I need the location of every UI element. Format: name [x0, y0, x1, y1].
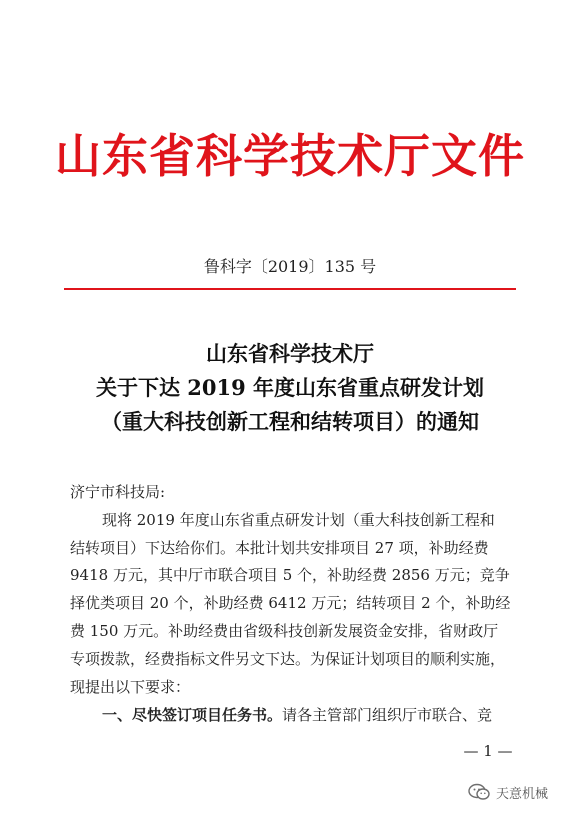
body-line: 费 150 万元。补助经费由省级科技创新发展资金安排，省财政厅	[70, 622, 499, 640]
notice-title-line-2: 关于下达 2019 年度山东省重点研发计划	[95, 375, 485, 400]
requirement-text: 请各主管部门组织厅市联合、竞	[282, 706, 493, 724]
body-line: 结转项目）下达给你们。本批计划共安排项目 27 项，补助经费	[70, 539, 489, 557]
body-line: 9418 万元，其中厅市联合项目 5 个，补助经费 2856 万元；竞争	[70, 566, 510, 584]
body-line: 择优类项目 20 个，补助经费 6412 万元；结转项目 2 个，补助经	[70, 594, 511, 612]
document-header-title: 山东省科学技术厅文件	[55, 129, 525, 183]
watermark-text: 天意机械	[496, 786, 549, 802]
header-divider	[64, 288, 516, 290]
addressee: 济宁市科技局:	[70, 483, 166, 501]
notice-title-line-1: 山东省科学技术厅	[206, 341, 374, 366]
requirement-heading: 一、尽快签订项目任务书。	[102, 706, 283, 724]
wechat-icon	[468, 783, 490, 801]
notice-title-line-3: （重大科技创新工程和结转项目）的通知	[101, 409, 479, 434]
requirement-line	[102, 703, 552, 727]
body-line: 现提出以下要求：	[70, 678, 191, 696]
document-number: 鲁科字〔2019〕135 号	[203, 257, 377, 276]
body-line: 专项拨款，经费指标文件另文下达。为保证计划项目的顺利实施，	[70, 650, 506, 668]
body-line: 现将 2019 年度山东省重点研发计划（重大科技创新工程和	[102, 511, 495, 529]
watermark	[468, 780, 548, 804]
page-number: — 1 —	[463, 742, 513, 760]
